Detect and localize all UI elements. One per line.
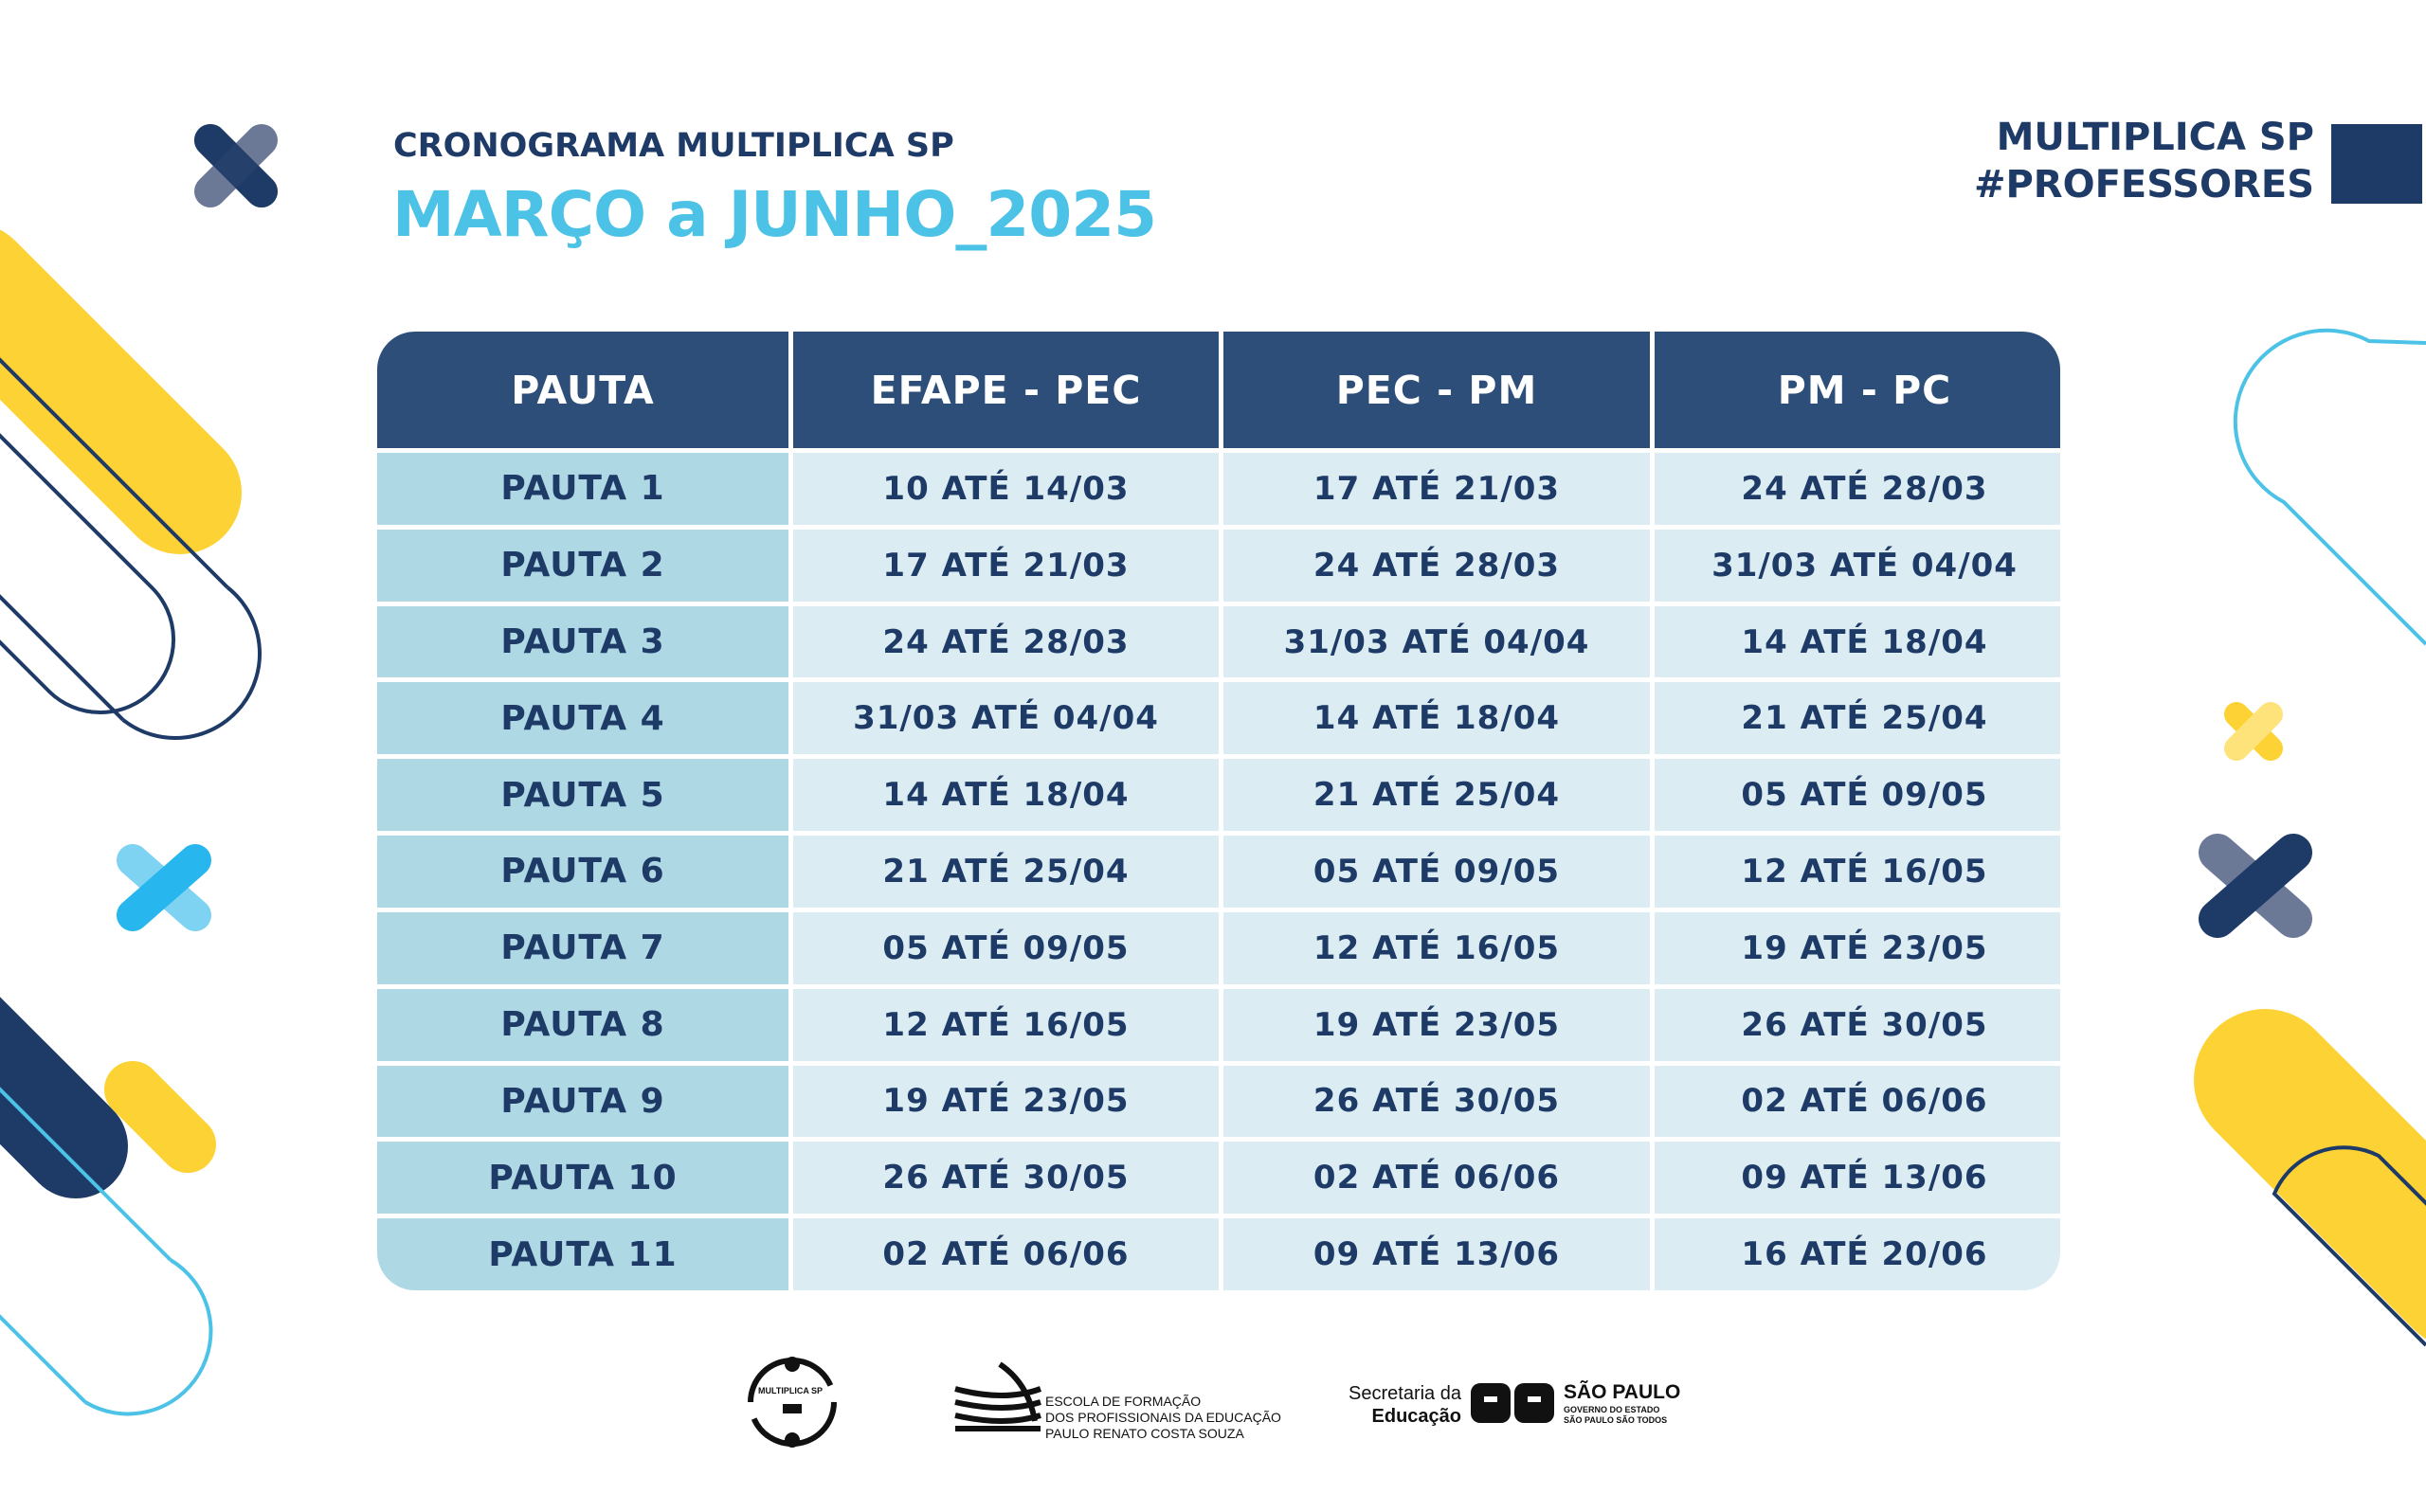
date-range-cell: 05 ATÉ 09/05 xyxy=(1655,759,2060,831)
efape-logo-text xyxy=(1045,1394,1281,1442)
brand-line-1: MULTIPLICA SP xyxy=(1996,116,2314,159)
date-range-cell: 05 ATÉ 09/05 xyxy=(1223,836,1650,908)
date-range-cell: 12 ATÉ 16/05 xyxy=(793,989,1219,1061)
date-range-cell: 31/03 ATÉ 04/04 xyxy=(793,682,1219,754)
date-range-cell: 26 ATÉ 30/05 xyxy=(793,1142,1219,1214)
cyan-outline-pill-right xyxy=(2236,331,2426,644)
date-range-cell: 19 ATÉ 23/05 xyxy=(1655,912,2060,984)
sp-sub-line-1: GOVERNO DO ESTADO xyxy=(1564,1405,1660,1414)
brand-line-2: #PROFESSORES xyxy=(1973,163,2314,207)
secretaria-text xyxy=(1338,1382,1461,1428)
brand-square xyxy=(2331,124,2422,204)
sp-subtitle xyxy=(1564,1405,1667,1426)
date-range-cell: 24 ATÉ 28/03 xyxy=(1655,453,2060,525)
navy-pill-left-bottom xyxy=(0,1033,76,1146)
multiplica-logo xyxy=(751,1357,834,1448)
secretaria-line-2: Educação xyxy=(1371,1406,1461,1427)
date-range-cell: 21 ATÉ 25/04 xyxy=(1655,682,2060,754)
date-range-cell: 21 ATÉ 25/04 xyxy=(793,836,1219,908)
date-range-cell: 02 ATÉ 06/06 xyxy=(793,1218,1219,1290)
efape-line-1: ESCOLA DE FORMAÇÃO xyxy=(1045,1394,1202,1409)
table-header-cell: PEC - PM xyxy=(1223,332,1650,448)
brand-block xyxy=(1974,114,2314,208)
date-range-cell: 14 ATÉ 18/04 xyxy=(1223,682,1650,754)
date-range-cell: 24 ATÉ 28/03 xyxy=(1223,530,1650,602)
date-range-cell: 19 ATÉ 23/05 xyxy=(793,1066,1219,1138)
schedule-title: MARÇO a JUNHO_2025 xyxy=(392,178,1157,251)
pauta-label-cell: PAUTA 7 xyxy=(377,912,788,984)
pauta-label-cell: PAUTA 1 xyxy=(377,453,788,525)
date-range-cell: 21 ATÉ 25/04 xyxy=(1223,759,1650,831)
date-range-cell: 02 ATÉ 06/06 xyxy=(1223,1142,1650,1214)
date-range-cell: 10 ATÉ 14/03 xyxy=(793,453,1219,525)
date-range-cell: 19 ATÉ 23/05 xyxy=(1223,989,1650,1061)
table-header-cell: EFAPE - PEC xyxy=(793,332,1219,448)
date-range-cell: 26 ATÉ 30/05 xyxy=(1223,1066,1650,1138)
sp-sub-line-2: SÃO PAULO SÃO TODOS xyxy=(1564,1415,1668,1425)
yellow-pill-right-bottom xyxy=(2265,1080,2426,1279)
date-range-cell: 12 ATÉ 16/05 xyxy=(1655,836,2060,908)
secretaria-line-1: Secretaria da xyxy=(1349,1383,1461,1404)
schedule-subtitle: CRONOGRAMA MULTIPLICA SP xyxy=(393,127,954,165)
efape-logo xyxy=(955,1364,1041,1429)
efape-line-2: DOS PROFISSIONAIS DA EDUCAÇÃO xyxy=(1045,1410,1281,1425)
x-cross-icon-top-left xyxy=(210,140,262,191)
date-range-cell: 12 ATÉ 16/05 xyxy=(1223,912,1650,984)
pauta-label-cell: PAUTA 3 xyxy=(377,606,788,678)
date-range-cell: 14 ATÉ 18/04 xyxy=(1655,606,2060,678)
efape-line-3: PAULO RENATO COSTA SOUZA xyxy=(1045,1426,1244,1441)
table-header-cell: PAUTA xyxy=(377,332,788,448)
sp-logo xyxy=(1471,1383,1554,1423)
multiplica-logo-text: MULTIPLICA SP xyxy=(758,1386,823,1395)
table-header-cell: PM - PC xyxy=(1655,332,2060,448)
x-cross-icon-right-yellow xyxy=(2236,714,2271,748)
date-range-cell: 26 ATÉ 30/05 xyxy=(1655,989,2060,1061)
date-range-cell: 17 ATÉ 21/03 xyxy=(1223,453,1650,525)
pauta-label-cell: PAUTA 8 xyxy=(377,989,788,1061)
navy-outline-pill-left xyxy=(0,379,173,712)
sp-title: SÃO PAULO xyxy=(1564,1381,1681,1403)
yellow-pill-left-bottom xyxy=(133,1089,188,1144)
date-range-cell: 05 ATÉ 09/05 xyxy=(793,912,1219,984)
date-range-cell: 16 ATÉ 20/06 xyxy=(1655,1218,2060,1290)
date-range-cell: 17 ATÉ 21/03 xyxy=(793,530,1219,602)
date-range-cell: 02 ATÉ 06/06 xyxy=(1655,1066,2060,1138)
pauta-label-cell: PAUTA 4 xyxy=(377,682,788,754)
date-range-cell: 31/03 ATÉ 04/04 xyxy=(1223,606,1650,678)
pauta-label-cell: PAUTA 10 xyxy=(377,1142,788,1214)
date-range-cell: 24 ATÉ 28/03 xyxy=(793,606,1219,678)
pauta-label-cell: PAUTA 5 xyxy=(377,759,788,831)
yellow-pill-left-top xyxy=(0,284,180,493)
pauta-label-cell: PAUTA 11 xyxy=(377,1218,788,1290)
pauta-label-cell: PAUTA 6 xyxy=(377,836,788,908)
date-range-cell: 09 ATÉ 13/06 xyxy=(1655,1142,2060,1214)
date-range-cell: 14 ATÉ 18/04 xyxy=(793,759,1219,831)
pauta-label-cell: PAUTA 9 xyxy=(377,1066,788,1138)
pauta-label-cell: PAUTA 2 xyxy=(377,530,788,602)
x-cross-icon-left-cyan xyxy=(133,860,195,915)
date-range-cell: 31/03 ATÉ 04/04 xyxy=(1655,530,2060,602)
schedule-table xyxy=(377,332,2060,1290)
x-cross-icon-right-navy xyxy=(2218,853,2293,919)
date-range-cell: 09 ATÉ 13/06 xyxy=(1223,1218,1650,1290)
